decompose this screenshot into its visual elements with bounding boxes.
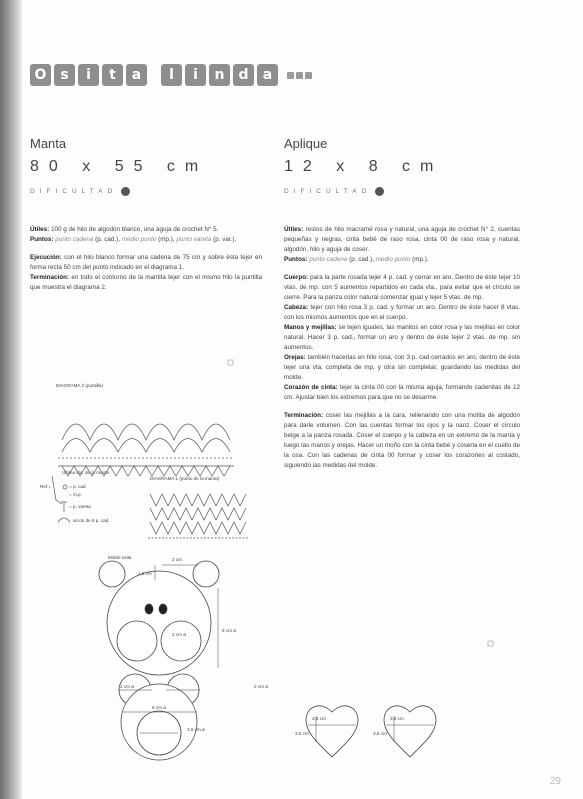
manta-heading: Manta bbox=[30, 136, 67, 151]
terminacion-text: en todo el contorno de la mantita tejer con el mismo hilo la puntilla que muestra el diagrama 2. bbox=[30, 274, 263, 291]
title-letter: s bbox=[54, 64, 75, 86]
stitch-name: medio punto bbox=[375, 256, 411, 263]
difficulty-label: DIFICULTAD bbox=[30, 188, 118, 195]
utiles-text: 100 g de hilo de algodón blanco, una aguja de crochet N° 5. bbox=[51, 226, 219, 233]
aplique-heading: Aplique bbox=[284, 136, 328, 151]
orejas-label: Orejas: bbox=[284, 354, 306, 361]
heart-templates bbox=[306, 706, 436, 757]
end-mark bbox=[228, 360, 233, 365]
bear-eye-left bbox=[145, 604, 153, 614]
bear-head bbox=[107, 571, 211, 675]
cabeza-text: tejer con hilo rosa 3 p. cad. y formar un aro. Dentro de éste hacer 8 vtas. con los mismos aumentos que en el cuerpo. bbox=[284, 304, 520, 321]
heart-right bbox=[384, 706, 436, 757]
page-number: 29 bbox=[549, 776, 561, 787]
corazon-label: Corazón de cinta: bbox=[284, 384, 338, 391]
stitch-name: punto cadena bbox=[55, 236, 94, 243]
manta-size: 80 x 55 cm bbox=[30, 158, 209, 175]
utiles-text: restos de hilo macramé rosa y natural, una aguja de crochet N° 2, cuentas pequeñas y negras, cinta bebé de raso rosa, cinta 00 de raso rosa y natural, algodón, hilo y aguja de coser. bbox=[284, 226, 521, 253]
diagram-1-stitches bbox=[148, 494, 248, 538]
end-mark bbox=[488, 641, 493, 646]
utiles-label: Útiles: bbox=[30, 226, 50, 233]
legend-arcos: arcos de 6 p. cad. bbox=[73, 518, 110, 523]
title-letter: n bbox=[209, 64, 230, 86]
bear-cheek-left bbox=[117, 621, 157, 661]
terminacion-label: Terminación: bbox=[284, 412, 324, 419]
stitch-abbr: (mp.). bbox=[410, 256, 429, 263]
manos-label: Manos y mejillas: bbox=[284, 324, 337, 331]
bear-ear-left bbox=[99, 561, 125, 587]
magazine-page bbox=[22, 0, 583, 799]
stitch-abbr: (p. cad.), bbox=[347, 256, 376, 263]
heart-left-height: 3,5 cm bbox=[295, 731, 309, 736]
heart-left-width: 3,5 cm bbox=[312, 716, 326, 721]
legend-cad: = p. cad. bbox=[69, 484, 87, 489]
molde-label: Molde osita bbox=[108, 555, 132, 560]
bear-eye-right bbox=[159, 604, 167, 614]
heart-right-width: 3,5 cm bbox=[390, 716, 404, 721]
measure-hand-right: 2 cm ø bbox=[254, 684, 269, 689]
title-letter: d bbox=[233, 64, 254, 86]
heart-left bbox=[306, 706, 358, 757]
stitch-name: medio punto bbox=[121, 236, 157, 243]
cuerpo-label: Cuerpo: bbox=[284, 274, 309, 281]
puntos-label: Puntos: bbox=[284, 256, 308, 263]
measure-belly: 3,5 cm ø bbox=[187, 727, 205, 732]
legend-mp: = m.p. bbox=[69, 492, 82, 497]
measure-ear-offset: 1,5 cm bbox=[138, 571, 152, 576]
puntos-label: Puntos: bbox=[30, 236, 54, 243]
manos-text: se tejen iguales, las manitos en color rosa y las mejillas en color natural. Hacer 3 p. cad., formar un aro y dentro de éste tejer 2 vtas. de mp. sin aumentos. bbox=[284, 324, 520, 351]
title-letter: a bbox=[126, 64, 147, 86]
diagram-2-label: DIAGRAMA 2 (puntilla) bbox=[56, 383, 103, 388]
aplique-size: 12 x 8 cm bbox=[284, 158, 444, 175]
ultima-vuelta-label: Última vta. de la manta bbox=[62, 470, 109, 475]
title-letter: l bbox=[161, 64, 182, 86]
terminacion-label: Terminación: bbox=[30, 274, 70, 281]
stitch-name: punto vareta bbox=[176, 236, 212, 243]
cuerpo-text: para la parte rosada tejer 4 p. cad. y cerrar en aro. Dentro de éste tejer 10 vtas. de mp. con 5 aumentos repartidos en cada vta., para evitar que el círculo se cierre. Para la panza color natural comenzar igual y tejer 5 vtas. de mp. bbox=[284, 274, 521, 301]
ejecucion-text: con el hilo blanco formar una cadena de 75 cm y sobre ésta tejer en forma recta 50 cm del punto indicado en el diagrama 1. bbox=[30, 254, 263, 271]
legend-vareta: = p. vareta bbox=[69, 504, 91, 509]
orejas-text: también hacerlas en hilo rosa, con 3 p. cad cerrados en aro; dentro de éste tejer una vta. completa de mp. y otra sin completar, guardando las medidas del molde. bbox=[284, 354, 520, 381]
ejecucion-label: Ejecución: bbox=[30, 254, 62, 261]
stitch-name: punto cadena bbox=[309, 256, 348, 263]
stitch-abbr: (p. var.). bbox=[211, 236, 237, 243]
title-letter: i bbox=[185, 64, 206, 86]
heart-right-height: 3,5 cm bbox=[373, 731, 387, 736]
measure-head: 5 cm ø bbox=[222, 628, 237, 633]
measure-ear: 2 cm bbox=[172, 557, 182, 562]
crochet-diagrams bbox=[22, 0, 583, 799]
bear-cheek-right bbox=[161, 621, 201, 661]
corazon-text: tejer la cinta 00 con la misma aguja, formando cadenitas de 12 cm. Ajustar bien los extremos para que no se desarme. bbox=[284, 384, 521, 401]
diagram-1-label: DIAGRAMA 1 (punto de la manta) bbox=[150, 476, 220, 481]
title-letter: t bbox=[102, 64, 123, 86]
stitch-abbr: (p. cad.), bbox=[93, 236, 122, 243]
terminacion-text: coser las mejillas a la cara, rellenando con una motita de algodón para darle volumen. Con las cuentas formar los ojos y la nariz. Coser el círculo beige a la panza rosada. Coser el cuerpo y la cabeza en un extremo de la manta y luego las manos y orejas. Hacer un moño con la cinta bebé y coserla en el cuello de la osa. Con las cadenas de cinta 00 formar y coser los corazones al costado, siguiendo las medidas del molde. bbox=[284, 412, 521, 469]
measure-cheek: 2 cm ø bbox=[172, 632, 187, 637]
utiles-label: Útiles: bbox=[284, 226, 304, 233]
title-letter: O bbox=[30, 64, 51, 86]
stitch-abbr: (mp.), bbox=[156, 236, 177, 243]
measure-body: 6 cm ø bbox=[152, 705, 167, 710]
title-letter: i bbox=[78, 64, 99, 86]
measure-hand-left: 2 cm ø bbox=[120, 684, 135, 689]
book-binding-shadow bbox=[0, 0, 22, 799]
cabeza-label: Cabeza: bbox=[284, 304, 309, 311]
legend-ref-label: Ref.= bbox=[40, 484, 52, 489]
title-letter: a bbox=[257, 64, 278, 86]
difficulty-label: DIFICULTAD bbox=[284, 188, 372, 195]
